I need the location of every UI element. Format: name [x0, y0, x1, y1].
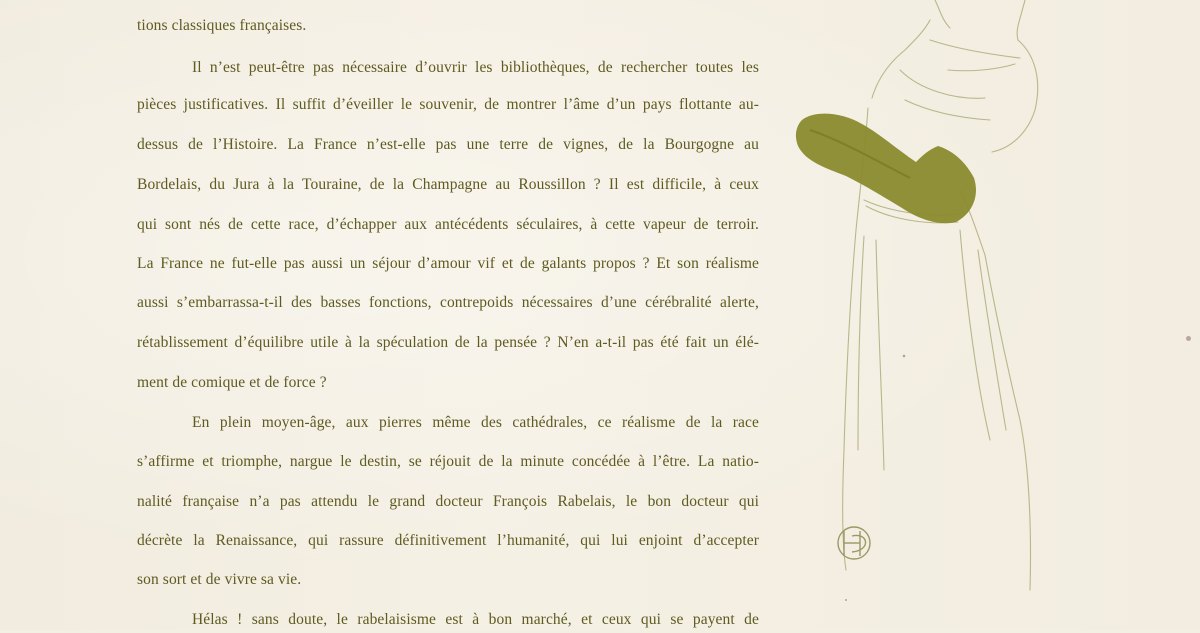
text-line: Bordelais, du Jura à la Touraine, de la Champagne au Roussillon ? Il est difficile, à ceux [137, 176, 759, 193]
text-line: En plein moyen-âge, aux pierres même des cathédrales, ce réalisme de la race [192, 414, 759, 431]
muff-shape [796, 114, 976, 224]
text-line: Hélas ! sans doute, le rabelaisisme est à bon marché, et ceux qui se payent de [192, 611, 759, 628]
lithograph-illustration [780, 0, 1080, 630]
text-line: dessus de l’Histoire. La France n’est-elle pas une terre de vignes, de la Bourgogne au [137, 136, 759, 153]
monogram-stamp [838, 527, 870, 559]
ink-speck [903, 355, 906, 358]
text-line: son sort et de vivre sa vie. [137, 571, 302, 588]
text-line: tions classiques françaises. [137, 17, 307, 34]
text-line: rétablissement d’équilibre utile à la spéculation de la pensée ? N’en a-t-il pas été fait un élé- [137, 334, 759, 351]
text-line: Il n’est peut-être pas nécessaire d’ouvrir les bibliothèques, de rechercher toutes les [192, 59, 759, 76]
text-line: qui sont nés de cette race, d’échapper aux antécédents séculaires, à cette vapeur de terroir. [137, 216, 759, 233]
text-line: décrète la Renaissance, qui rassure définitivement l’humanité, qui lui enjoint d’accepter [137, 532, 759, 549]
text-line: aussi s’embarrassa-t-il des basses fonctions, contrepoids nécessaires d’une cérébralité alerte, [137, 294, 759, 311]
ink-speck [845, 599, 847, 601]
text-line: s’affirme et triomphe, nargue le destin, se réjouit de la minute concédée à l’être. La natio- [137, 453, 759, 470]
text-line: ment de comique et de force ? [137, 374, 327, 391]
text-line: La France ne fut-elle pas aussi un séjour d’amour vif et de galants propos ? Et son réalisme [137, 255, 759, 272]
figure-outline [843, 0, 1038, 590]
text-line: pièces justificatives. Il suffit d’éveiller le souvenir, de montrer l’âme d’un pays flottante au- [137, 96, 759, 113]
text-line: nalité française n’a pas attendu le grand docteur François Rabelais, le bon docteur qui [137, 493, 759, 510]
page-edge-mark [1186, 336, 1191, 341]
